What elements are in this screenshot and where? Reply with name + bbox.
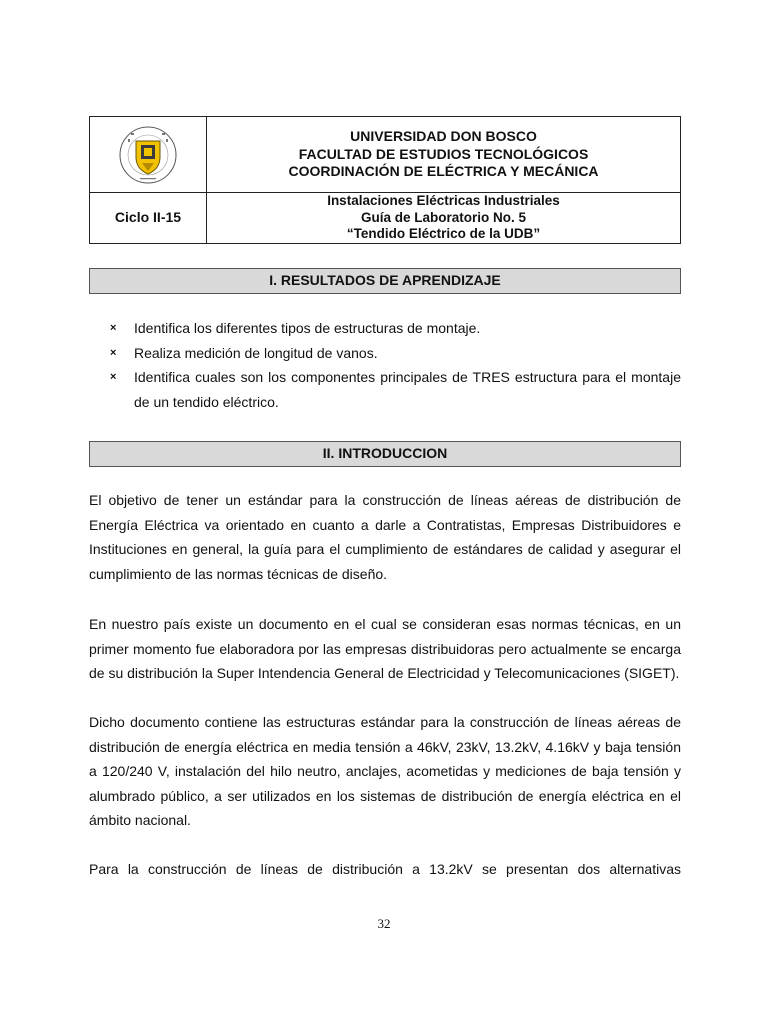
intro-paragraph-2: En nuestro país existe un documento en el cual se consideran esas normas técnicas, en un primer momento fue elaboradora por las empresas distribuidoras pero actualmente se encarga de su distribución la Super Intendencia General de Electricidad y Telecomunicaciones (SIGET). [89, 616, 681, 681]
intro-paragraph-3: Dicho documento contiene las estructuras estándar para la construcción de líneas aéreas de distribución de energía eléctrica en media tensión a 46kV, 23kV, 13.2kV, 4.16kV y baja tensión a 120/240 V, instalación del hilo neutro, anclajes, acometidas y mediciones de baja tensión y alumbrado público, a ser utilizados en los sistemas de distribución de energía eléctrica en el ámbito nacional. [89, 714, 681, 828]
intro-paragraph-4: Para la construcción de líneas de distribución a 13.2kV se presentan dos alternativas [89, 861, 681, 877]
intro-paragraph-1: El objetivo de tener un estándar para la construcción de líneas aéreas de distribución de Energía Eléctrica va orientado en cuanto a darle a Contratistas, Empresas Distribuidores e Instituciones en general, la guía para el cumplimiento de estándares de calidad y asegurar el cumplimiento de las normas técnicas de diseño. [89, 492, 681, 582]
course-block [207, 193, 681, 244]
coordination-name: COORDINACIÓN DE ELÉCTRICA Y MECÁNICA [288, 163, 599, 180]
guide-topic: “Tendido Eléctrico de la UDB” [346, 226, 541, 241]
faculty-name: FACULTAD DE ESTUDIOS TECNOLÓGICOS [298, 145, 589, 162]
learning-outcomes-list [110, 316, 681, 414]
university-block [207, 117, 681, 193]
list-item: × Identifica cuales son los componentes principales de TRES estructura para el montaje de un tendido eléctrico. [110, 365, 681, 414]
cycle-label: Ciclo II-15 [114, 208, 182, 225]
document-header-table [89, 116, 681, 244]
bullet-icon: × [110, 346, 117, 359]
course-name: Instalaciones Eléctricas Industriales [327, 193, 560, 208]
section-title-learning-outcomes: I. RESULTADOS DE APRENDIZAJE [89, 268, 681, 294]
bullet-icon: × [110, 371, 117, 383]
cycle-cell [90, 193, 207, 244]
list-item: × Realiza medición de longitud de vanos. [110, 341, 681, 366]
university-name: UNIVERSIDAD DON BOSCO [350, 128, 537, 145]
logo-cell [90, 117, 207, 193]
section-title-introduction: II. INTRODUCCION [89, 441, 681, 467]
university-seal-icon [118, 125, 178, 185]
list-item: × Identifica los diferentes tipos de estructuras de montaje. [110, 316, 681, 341]
page-number: 32 [377, 916, 391, 931]
guide-number: Guía de Laboratorio No. 5 [360, 209, 527, 225]
bullet-icon: × [110, 322, 117, 334]
